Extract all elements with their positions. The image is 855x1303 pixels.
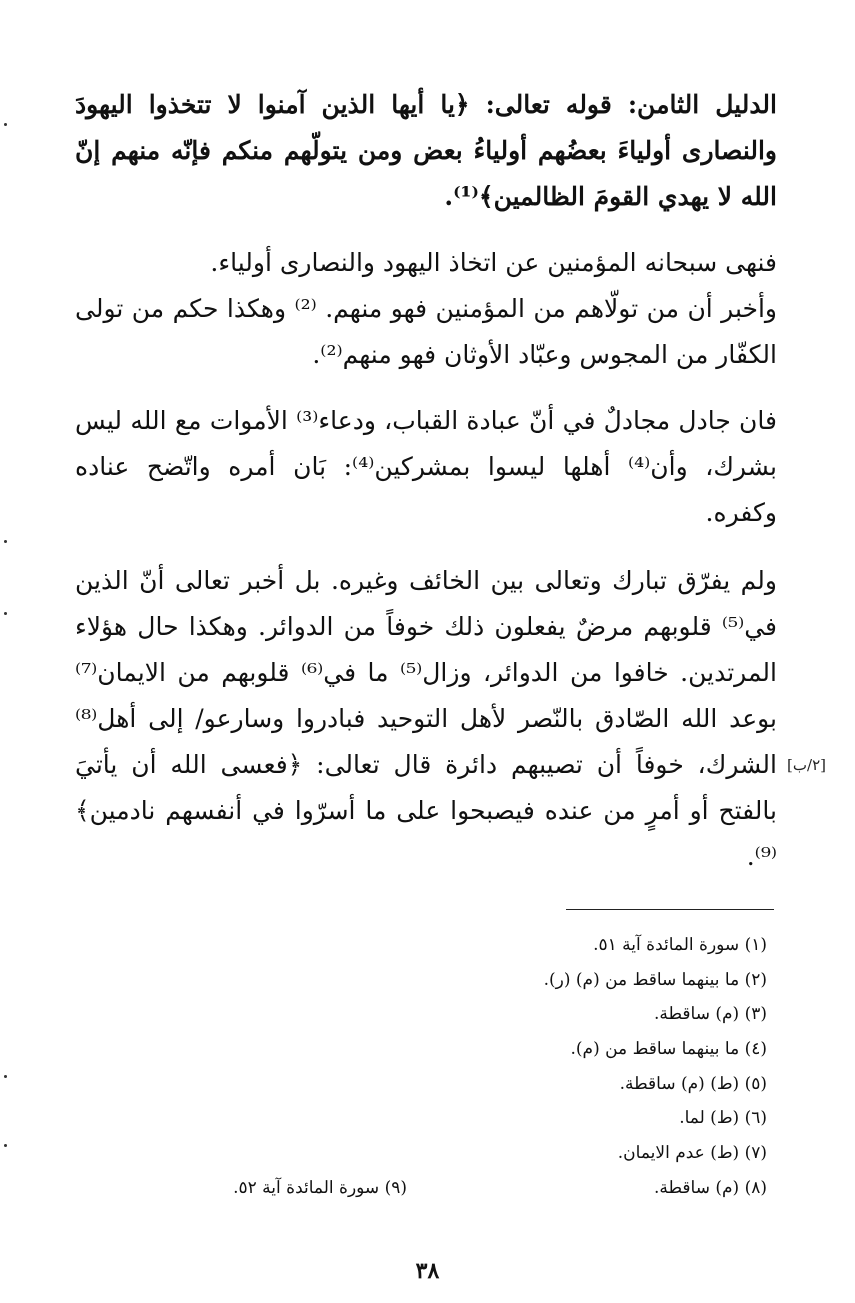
scan-speck [4,540,7,543]
footnote-row-8 [177,1171,767,1206]
scan-speck [4,1075,7,1078]
footnote-9: (٩) سورة المائدة آية ٥٢. [233,1177,407,1198]
footnotes [177,928,767,1206]
paragraph-allegiance: وأخبر أن من تولّاهم من المؤمنين فهو منهم. ⁽²⁾ وهكذا حكم من تولى الكفّار من المجوس وعبّاد الأوثان فهو منهم⁽²⁾. [75,294,777,369]
paragraph-fear: ولم يفرّق تبارك وتعالى بين الخائف وغيره. بل أخبر تعالى أنّ الذين في⁽⁵⁾ قلوبهم مرضٌ يفعلون ذلك خوفاً من الدوائر. وهكذا حال هؤلاء المرتدين. خافوا من الدوائر، وزال⁽⁵⁾ ما في⁽⁶⁾ قلوبهم من الايمان⁽⁷⁾ بوعد الله الصّادق بالنّصر لأهل التوحيد فبادروا وسارعو/ إلى أهل⁽⁸⁾ الشرك، خوفاً أن تصيبهم دائرة قال تعالى: ﴿فعسى الله أن يأتيَ بالفتح أو أمرٍ من عنده فيصبحوا على ما أسرّوا في أنفسهم نادمين﴾⁽⁹⁾. [75,566,777,871]
scan-speck [4,612,7,615]
footnote-5: (٥) (ط) (م) ساقطة. [619,1073,767,1094]
scan-speck [4,123,7,126]
footnote-3: (٣) (م) ساقطة. [653,1004,767,1025]
page-number: ٣٨ [415,1258,440,1284]
paragraph-evidence-eight: الدليل الثامن: قوله تعالى: ﴿يا أيها الذين آمنوا لا تتخذوا اليهودَ والنصارى أولياءَ بعضُهم أولياءُ بعض ومن يتولّهم منكم فإنّه منهم إنّ الله لا يهدي القومَ الظالمين﴾⁽¹⁾. [75,90,777,211]
footnote-6: (٦) (ط) لما. [679,1108,767,1129]
footnote-2: (٢) ما بينهما ساقط من (م) (ر). [543,969,767,990]
paragraph-argument: فان جادل مجادلٌ في أنّ عبادة القباب، ودعاء⁽³⁾ الأموات مع الله ليس بشرك، وأن⁽⁴⁾ أهلها ليسوا بمشركين⁽⁴⁾: بَان أمره واتّضح عناده وكفره. [75,406,777,527]
footnote-4: (٤) ما بينهما ساقط من (م). [570,1039,767,1060]
scan-speck [4,1144,7,1147]
manuscript-folio-note: [٢/ب] [787,756,826,774]
body-text [75,82,777,880]
footnote-separator [566,909,774,910]
footnote-8: (٨) (م) ساقطة. [653,1177,767,1198]
paragraph-prohibition: فنهى سبحانه المؤمنين عن اتخاذ اليهود والنصارى أولياء. [210,248,777,277]
footnote-7: (٧) (ط) عدم الايمان. [617,1143,767,1164]
footnote-1: (١) سورة المائدة آية ٥١. [593,935,767,955]
